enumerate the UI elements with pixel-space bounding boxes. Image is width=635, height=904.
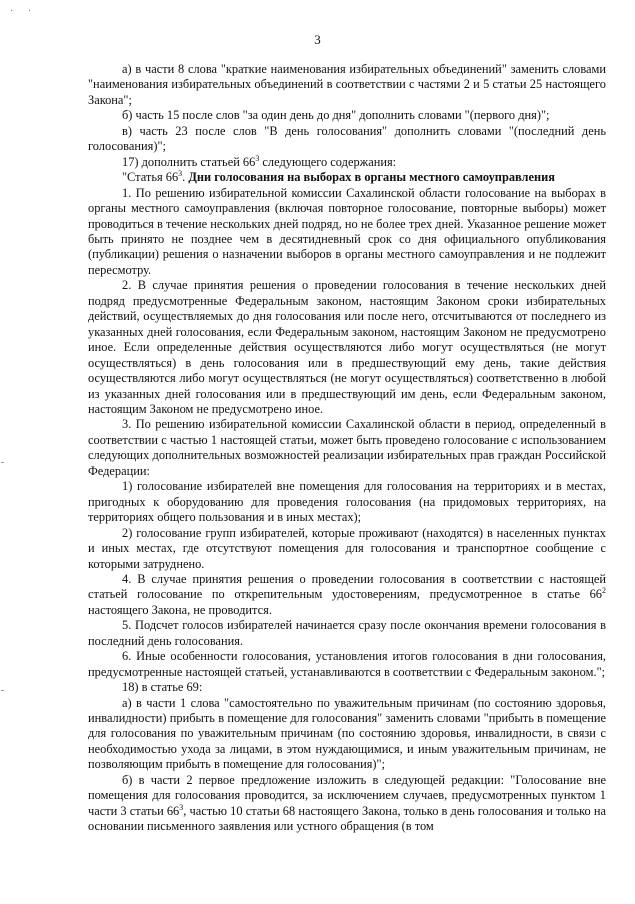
paragraph <box>88 773 606 835</box>
document-body <box>88 62 606 835</box>
scan-edge-mark <box>1 690 4 691</box>
paragraph: 1. По решению избирательной комиссии Сахалинской области голосование на выборах в органы местного самоуправления (включая повторное голосование, повторные выборы) может проводиться в течение нескольких дней подряд, но не более трех дней. Указанное решение может быть принято не позднее чем в десятидневный срок со дня официального опубликования (публикации) решения о назначении выборов в органы местного самоуправления и не подлежит пересмотру. <box>88 185 606 277</box>
paragraph: 6. Иные особенности голосования, установления итогов голосования в дни голосования, предусмотренные настоящей статьей, устанавливаются в соответствии с Федеральным законом."; <box>88 649 606 679</box>
paragraph: 18) в статье 69: <box>122 680 203 695</box>
scan-edge-mark <box>1 462 4 463</box>
superscript: 3 <box>255 153 260 163</box>
paragraph: 1) голосование избирателей вне помещения для голосования на территориях и в местах, пригодных к оборудованию для проведения голосования (на придомовых территориях, на территориях общего пользования и в иных местах); <box>88 479 606 525</box>
paragraph: 3. По решению избирательной комиссии Сахалинской области в период, определенный в соответствии с частью 1 настоящей статьи, может быть проведено голосование с использованием следующих дополнительных возможностей реализации избирательных прав граждан Российской Федерации: <box>88 417 606 478</box>
text: следующего содержания: <box>259 154 397 169</box>
superscript: 3 <box>178 169 183 179</box>
text: , частью 10 статьи 68 настоящего Закона, только в день голосования и только на основании письменного заявления или устного обращения (в том <box>88 803 606 834</box>
paragraph: в) часть 23 после слов "В день голосования" дополнить словами "(последний день голосования)"; <box>88 123 606 154</box>
text: 17) дополнить статьей 66 <box>122 154 256 169</box>
text: настоящего Закона, не проводится. <box>88 602 272 617</box>
page-number: 3 <box>314 32 321 47</box>
paragraph: а) в части 8 слова "краткие наименования избирательных объединений" заменить словами "наименования избирательных объединений в соответствии с частями 2 и 5 статьи 25 настоящего Закона"; <box>88 62 606 107</box>
paragraph: 5. Подсчет голосов избирателей начинается сразу после окончания времени голосования в последний день голосования. <box>88 618 606 648</box>
paragraph: б) часть 15 после слов "за один день до дня" дополнить словами "(первого дня)"; <box>122 108 550 123</box>
paragraph <box>88 155 606 170</box>
text: "Статья 66 <box>122 170 179 185</box>
text: . <box>182 170 189 185</box>
superscript: 2 <box>602 586 606 596</box>
article-heading <box>88 170 606 185</box>
scan-marks: · · <box>10 6 38 17</box>
text: б) в части 2 первое предложение изложить в следующей редакции: "Голосование вне помещения для голосования проводится, за исключением случаев, предусмотренных пунктом 1 части 3 статьи 66 <box>88 772 606 818</box>
paragraph <box>88 572 606 618</box>
paragraph: 2) голосование групп избирателей, которые проживают (находятся) в населенных пунктах и иных местах, где отсутствуют помещения для голосования и транспортное сообщение с которыми затруднено. <box>88 525 606 571</box>
paragraph: а) в части 1 слова "самостоятельно по уважительным причинам (по состоянию здоровья, инвалидности) прибыть в помещение для голосования" заменить словами "прибыть в помещение для голосования по уважительным причинам (по состоянию здоровья, инвалидности, в связи с необходимостью ухода за лицами, в этом нуждающимися, и иным уважительным причинам, не позволяющим прибыть в помещение для голосования)"; <box>88 695 606 772</box>
paragraph: 2. В случае принятия решения о проведении голосования в течение нескольких дней подряд предусмотренные Федеральным законом, настоящим Законом сроки избирательных действий, осуществляемых до дня голосования или после него, отсчитываются от последнего из указанных дней голосования, если Федеральным законом, настоящим Законом не предусмотрено иное. Если определенные действия осуществляются либо могут осуществляться (не могут осуществляться) в день голосования или в предшествующий ему день, такие действия осуществляются либо могут осуществляться (не могут осуществляться) соответственно в любой из указанных дней голосования или в предшествующий им день, если Федеральным законом, настоящим Законом не предусмотрено иное. <box>88 278 606 416</box>
text: 4. В случае принятия решения о проведении голосования в соответствии с настоящей статьей голосование по открепительным удостоверениям, предусмотренное в статье 66 <box>88 571 606 602</box>
article-title: Дни голосования на выборах в органы местного самоуправления <box>188 170 555 185</box>
superscript: 3 <box>179 802 184 812</box>
